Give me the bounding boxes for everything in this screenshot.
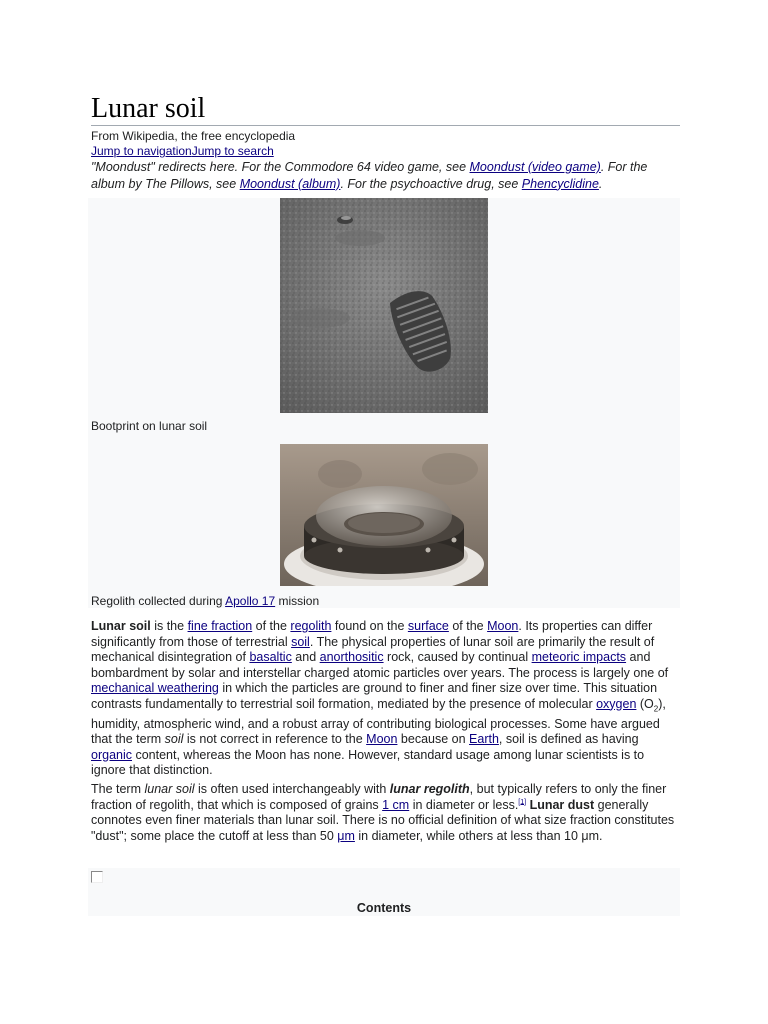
text: is not correct in reference to the xyxy=(183,732,367,746)
earth-link[interactable]: Earth xyxy=(469,732,499,746)
bold-term: Lunar dust xyxy=(526,797,595,812)
text: and bombardment by solar and interstellar charged atomic particles over years. The process is largely one of xyxy=(91,650,669,680)
text: in diameter, while others at less than 10 μm. xyxy=(354,828,603,843)
toc-toggle-checkbox[interactable] xyxy=(91,871,103,883)
jump-to-navigation-link[interactable]: Jump to navigation xyxy=(91,144,192,158)
basaltic-link[interactable]: basaltic xyxy=(249,650,292,664)
text: in diameter or less. xyxy=(409,797,519,812)
italic-term: soil xyxy=(164,732,184,746)
hatnote-text: . For the album by The Pillows, see xyxy=(91,160,648,191)
caption-text: Regolith collected during xyxy=(91,594,226,608)
hatnote-text: . For the psychoactive drug, see xyxy=(340,176,522,191)
apollo-17-link[interactable]: Apollo 17 xyxy=(225,594,276,608)
subscript: 2 xyxy=(653,704,659,713)
fine-fraction-link[interactable]: fine fraction xyxy=(187,619,253,633)
bold-italic-term: lunar regolith xyxy=(389,782,470,796)
soil-link[interactable]: soil xyxy=(291,634,310,649)
regolith-sample-image[interactable] xyxy=(280,444,488,586)
text: , soil is defined as having xyxy=(498,732,639,746)
text: generally connotes even finer materials than lunar soil. There is no official definition of what size fraction constitutes "dust"; some place the cutoff at less than 50 xyxy=(91,797,675,843)
text: ), humidity, atmospheric wind, and a robust array of contributing biological processes. Some have argued that the term xyxy=(91,696,666,746)
page-title: Lunar soil xyxy=(91,92,680,126)
intro-paragraph xyxy=(91,619,680,779)
jump-to-search-link[interactable]: Jump to search xyxy=(191,144,274,158)
mechanical-weathering-link[interactable]: mechanical weathering xyxy=(91,681,219,695)
text: . Its properties can differ significantly from those of terrestrial xyxy=(91,619,653,649)
meteoric-impacts-link[interactable]: meteoric impacts xyxy=(531,650,627,664)
moondust-album-link[interactable]: Moondust (album) xyxy=(239,176,341,191)
text: . The physical properties of lunar soil are primarily the result of mechanical disintegration of xyxy=(91,634,655,664)
text: , but typically refers to only the finer fraction of regolith, that which is composed of grains xyxy=(91,782,667,812)
text: found on the xyxy=(331,619,408,633)
text: because on xyxy=(397,732,470,746)
text: (O xyxy=(636,696,654,711)
bootprint-caption: Bootprint on lunar soil xyxy=(91,419,208,433)
text: of the xyxy=(448,619,488,633)
one-cm-link[interactable]: 1 cm xyxy=(382,797,410,812)
moon-link-2[interactable]: Moon xyxy=(366,732,398,746)
micrometre-link[interactable]: μm xyxy=(337,828,355,843)
anorthositic-link[interactable]: anorthositic xyxy=(319,650,384,664)
hatnote-text: "Moondust" redirects here. For the Commodore 64 video game, see xyxy=(91,160,470,174)
italic-term: lunar soil xyxy=(144,782,195,796)
moon-link[interactable]: Moon xyxy=(487,619,519,633)
text: The term xyxy=(91,782,145,796)
organic-link[interactable]: organic xyxy=(91,747,132,762)
regolith-link[interactable]: regolith xyxy=(290,619,332,633)
bootprint-image[interactable] xyxy=(280,198,488,413)
phencyclidine-link[interactable]: Phencyclidine xyxy=(521,176,599,191)
surface-link[interactable]: surface xyxy=(407,619,449,633)
second-paragraph xyxy=(91,782,680,844)
oxygen-link[interactable]: oxygen xyxy=(596,696,637,711)
moondust-video-game-link[interactable]: Moondust (video game) xyxy=(469,160,601,174)
text: is often used interchangeably with xyxy=(194,782,390,796)
caption-text: mission xyxy=(275,594,320,608)
toc-title: Contents xyxy=(356,901,412,915)
regolith-caption xyxy=(91,594,319,609)
text: is the xyxy=(150,619,188,633)
text: rock, caused by continual xyxy=(383,650,532,664)
jump-links xyxy=(91,144,274,159)
text: content, whereas the Moon has none. However, standard usage among lunar scientists is to ignore that distinction. xyxy=(91,747,645,777)
hatnote-text: . xyxy=(598,176,603,191)
hatnote xyxy=(91,159,683,192)
text: and xyxy=(291,650,320,664)
bold-term: Lunar soil xyxy=(91,619,151,633)
text: in which the particles are ground to finer and finer size over time. This situation contrasts fundamentally to terrestrial soil formation, mediated by the presence of molecular xyxy=(91,681,658,711)
reference-1-link[interactable]: [1] xyxy=(518,798,527,806)
site-tagline: From Wikipedia, the free encyclopedia xyxy=(91,129,296,143)
text: of the xyxy=(252,619,291,633)
